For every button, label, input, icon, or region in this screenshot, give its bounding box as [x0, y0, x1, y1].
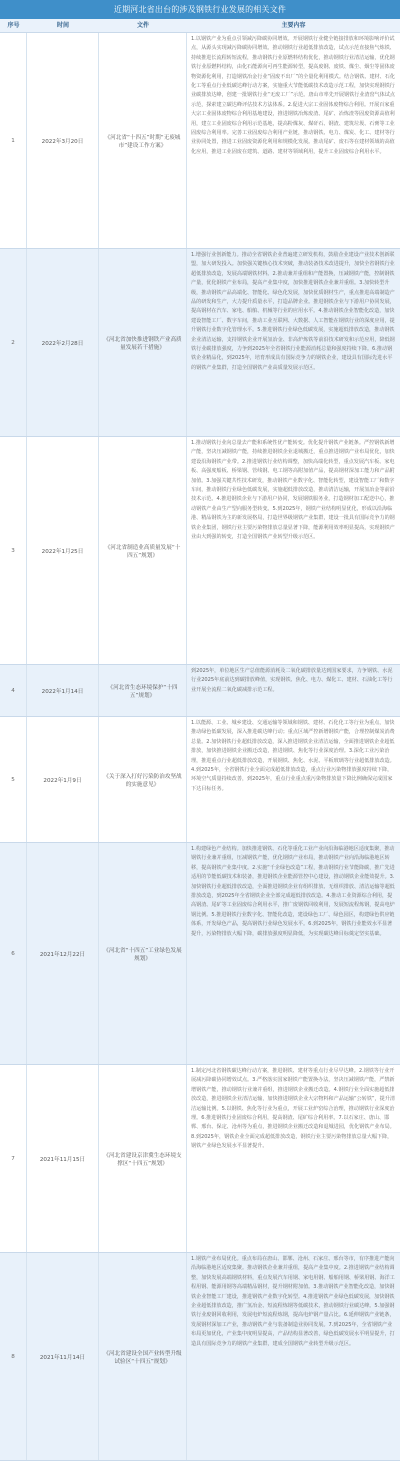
row-file: 《河北省建设京津冀生态环境支撑区“十四五”规划》 — [99, 1065, 187, 1252]
table-row — [0, 665, 400, 717]
row-content: 1.制定河北省钢铁碳达峰行动方案，推进钢铁、建材等重点行业尽早达峰。2.钢铁等行业开展减污降碳协同增效试点。3.严格落实国家钢铁产能置换办法，坚决压减钢铁产能，严禁新增钢铁产能，推动钢铁行业兼并重组，推进钢铁企业搬迁改造。4.钢铁行业全面实施超低排放改造，推进钢铁企业清洁运输，加快推进钢铁企业大宗物料和产品运输“公转铁”，提升清洁运输比例。5.以钢铁、焦化等行业为重点，开展工业炉窑综合治理，推动钢铁行业深度治理。6.推进钢铁行业固废综合利用，提高钢渣、尾矿综合利用率。7.以石家庄、唐山、邯郸、邢台、保定、沧州等为重点，推进钢铁企业搬迁改造和退城进园，优化钢铁产业布局。8.到2025年，钢铁企业全面完成超低排放改造，钢铁行业主要污染物排放总量大幅下降，钢铁产业绿色发展水平显著提升。 — [191, 1068, 395, 1150]
row-file: 《关于深入打好污染防治攻坚战的实施意见》 — [99, 717, 187, 842]
row-date: 2022年1月25日 — [27, 437, 99, 664]
table-row — [0, 437, 400, 665]
header-index: 序号 — [7, 22, 20, 29]
table-row — [0, 717, 400, 843]
row-file: 《河北省建设全国产业转型升级试验区“十四五”规划》 — [99, 1253, 187, 1460]
row-file: 《河北省“十四五”工业绿色发展规划》 — [99, 843, 187, 1064]
row-index: 3 — [0, 437, 27, 664]
header-content: 主要内容 — [281, 22, 306, 29]
row-date: 2021年11月15日 — [27, 1065, 99, 1252]
row-content: 1.推动钢铁行业向总量去产能和系统性优产能转变。优化提升钢铁产业链条。严控钢铁新增产能，坚决压减钢铁产能，持续推进钢铁企业退城搬迁，重点推进钢铁产业布局优化，加快建设沿海钢铁产业带。2.推进钢铁行业结构调整，加快高端化转型，重点发展汽车板、家电板、高强度船板、桥梁钢、管线钢、电工钢等高附加值产品，提高钢材深加工能力和产品附加值。3.加强关键共性技术研发，推动钢铁产业数字化、智能化转型，建设智能工厂和数字车间，推动钢铁行业绿色低碳发展，实施超低排放改造，推动清洁运输，开展氢冶金等前沿技术示范。4.推进钢铁企业与下游用户协同，发展钢铁服务业，打造钢材加工配送中心，推动钢铁产业由生产型向服务型转变。5.到2025年，钢铁产业结构明显优化，形成以沿海临港、精品钢铁为主的新发展格局，打造世界级钢铁产业集群，建设一批具有国际竞争力的钢铁企业集团，钢铁行业主要污染物排放总量显著下降，能源利用效率明显提高，实现钢铁产业由大到强的转变，打造全国钢铁产业转型升级示范区。 — [191, 440, 395, 541]
table-row — [0, 1253, 400, 1461]
row-content: 1.增强行业创新能力。推动全省钢铁企业普遍建立研发机构，鼓励企业建设产业技术创新联盟，加大研发投入。加快强关键核心技术突破，推动装备技术改进提升，加快全省钢铁行业超低排放改造，发展高端钢铁材料。2.推动兼并重组和产能置换，压减钢铁产能，控制钢铁产量，优化钢铁产业布局，提高产业集中度，加快推进钢铁企业兼并重组。3.加快转型升级，推动钢铁产品高端化、智能化、绿色化发展，加快优质钢材生产，重点推进高端制造产品的研发和生产，大力提升质量水平，打造品牌企业。推进钢铁企业与下游用户协同发展，提高钢材在汽车、家电、船舶、机械等行业的应用水平。4.推动钢铁企业智能化改造，加快建设智能工厂、数字车间，推动工业互联网、大数据、人工智能在钢铁行业的深度应用，提升钢铁行业数字化管理水平。5.推进钢铁行业绿色低碳发展，实施超低排放改造，推动钢铁企业清洁运输，支持钢铁企业开展氢冶金、非高炉炼铁等前沿技术研发和示范应用，降低钢铁行业碳排放强度，力争到2025年全省钢铁行业能源消耗总量和强度持续下降。6.推动钢铁企业精品化，到2025年，培育形成具有国际竞争力的钢铁企业，建设具有国际先进水平的钢铁产业集群，打造全国钢铁产业高质量发展示范区。 — [191, 252, 395, 371]
row-content: 1.钢铁产业布局优化。重点布局在唐山、邯郸、沧州、石家庄、邢台等市，有序推进产能向沿海临港地区适度集聚。推动钢铁企业兼并重组，提高产业集中度。2.推进钢铁产业结构调整，加快发展高端钢铁材料，重点发展汽车用钢、家电用钢、船舶用钢、桥梁用钢、海洋工程用钢、能源用钢等高端精品钢材，提升钢材附加值。3.推动钢铁产业智能化改造，加快钢铁企业智能工厂建设，推进钢铁产业数字化转型。4.推进钢铁产业绿色低碳发展，加快钢铁企业超低排放改造，推广氢冶金、短流程炼钢等低碳技术，推动钢铁行业碳达峰。5.加强钢铁行业废钢回收利用，发展电炉短流程炼钢，提高电炉钢产量占比。6.延伸钢铁产业链条，发展钢材深加工产业，推动钢铁产业与装备制造业协同发展。7.到2025年，全省钢铁产业布局更加优化，产业集中度明显提高，产品结构显著改善，绿色低碳发展水平明显提升，打造具有国际竞争力的钢铁产业集群，建成全国钢铁产业转型升级示范区。 — [191, 1256, 395, 1347]
row-file: 《河北省加快推进钢铁产业高质量发展若干措施》 — [99, 249, 187, 436]
row-date: 2022年1月14日 — [27, 665, 99, 716]
row-index: 6 — [0, 843, 27, 1064]
table-body — [0, 33, 400, 1461]
row-index: 7 — [0, 1065, 27, 1252]
row-content: 1.以钢铁产业为重点引领减污降碳协同增效。开展钢铁行业健全链接排放和环境影响评价试点，从源头实现减污降碳协同增效。推动钢铁行业超低排放改造，试点示范直接焦气炼铁、持续推进长流程转短流程，推动钢铁行业原燃料结构优化，推动钢铁行业清洁运输，优化钢铁行业原燃料结构，由化石能源向可再生能源转型，提高废钢、废铁、煤尘、烟尘等固体废物资源化利用，打造钢铁冶金行业“固废不出厂”的全量化利用模式。结合钢铁、建材、石化化工等重点行业低碳达峰行动方案，实施重大节能低碳技术改造示范工程，加快实现钢铁行业碳排放达峰，创建一批钢铁行业“无废工厂”示范。唐山市率先开展钢铁行业渣窑气体试点示范，探索建立碳达峰评估技术方法体系。2.促进大宗工业固体废物综合利用。开展百家重大宗工业固体废物综合利用基地建设，推进钢铁冶炼废渣、尾矿、冶炼渣等固废资源高值利用，建立工业固废综合利用示范基地，提高粉煤灰、煤矸石、钢渣、建筑垃圾、石膏等工业固废综合利用率。完善工业固废综合利用产业链，推动钢铁、电力、煤炭、化工、建材等行业协同处置，推进工业固废资源化利用和规模化发展。推动尾矿、废石等在建材领域的高值化应用，推进工业固废在建筑、道路、建材等领域利用，提升工业固废综合利用水平。 — [191, 36, 395, 155]
row-index: 2 — [0, 249, 27, 436]
row-date: 2022年2月28日 — [27, 249, 99, 436]
row-file: 《河北省“十四五”时期“无废城市”建设工作方案》 — [99, 33, 187, 248]
header-file: 文件 — [136, 22, 149, 29]
row-file: 《河北省生态环境保护“十四五”规划》 — [99, 665, 187, 716]
table-header — [0, 19, 400, 33]
row-date: 2021年12月22日 — [27, 843, 99, 1064]
table-row — [0, 1065, 400, 1253]
row-file: 《河北省制造业高质量发展“十四五”规划》 — [99, 437, 187, 664]
row-content: 1.以能源、工业、城乡建设、交通运输等领域和钢铁、建材、石化化工等行业为重点，加快推动绿色低碳发展，深入推进碳达峰行动；重点区域严控新增钢铁产能，合理控制煤炭消费总量。2.加快钢铁行业超低排放改造，深入推进钢铁企业清洁运输，全面推进钢铁企业超低排放，加快推进钢铁企业搬迁改造，推进钢铁、焦化等行业深度治理。3.深化工业污染治理，推进重点行业超低排放改造，开展钢铁、焦化、水泥、平板玻璃等行业超低排放改造。4.到2025年，全省钢铁行业全面完成超低排放改造，重点行业污染物排放强度持续下降，环境空气质量持续改善，到2025年，重点行业重点重污染物排放量下降比例确保完成国家下达目标任务。 — [191, 720, 395, 792]
row-index: 8 — [0, 1253, 27, 1460]
table-row — [0, 33, 400, 249]
table-row — [0, 249, 400, 437]
row-date: 2022年1月9日 — [27, 717, 99, 842]
row-index: 5 — [0, 717, 27, 842]
table-row — [0, 843, 400, 1065]
row-index: 4 — [0, 665, 27, 716]
row-date: 2022年3月20日 — [27, 33, 99, 248]
row-content: 1.构建绿色产业结构。加快推进钢铁、石化等重化工业产业向沿海临港地区适度集聚，推动钢铁行业兼并重组，压减钢铁产能，优化钢铁产业布局，推动钢铁产业向沿海临港地区转移，提高钢铁产业集中度。2.实施“千企绿色改造”工程，推动钢铁行业节能降碳，推广先进适用的节能低碳技术和装备，推进钢铁企业能源管控中心建设，推动钢铁企业能效提升。3.加快钢铁行业超低排放改造，全面推进钢铁企业有组织排放、无组织排放、清洁运输等超低排放改造，到2025年全省钢铁企业全部完成超低排放改造。4.推动工业资源综合利用，提高钢渣、尾矿等工业固废综合利用水平，推广废钢铁回收利用，发展短流程炼钢，提高电炉钢比例。5.推进钢铁行业数字化、智能化改造，建设绿色工厂、绿色园区，构建绿色供应链体系，开发绿色产品，提高钢铁行业绿色发展水平。6.到2025年，钢铁行业能效水平显著提升，污染物排放大幅下降，碳排放强度明显降低，为实现碳达峰目标奠定坚实基础。 — [191, 846, 395, 937]
header-date: 时间 — [56, 22, 69, 29]
row-content: 到2025年，单位地区生产总值能源消耗及二氧化碳排放量达到国家要求，力争钢铁、水泥行业2025年底前达到碳排放峰值，实现钢铁、焦化、电力、煤化工、建材、石油化工等行业开展全流程二氧化碳减排示范工程。 — [191, 668, 393, 693]
row-date: 2021年11月14日 — [27, 1253, 99, 1460]
row-index: 1 — [0, 33, 27, 248]
table-title: 近期河北省出台的涉及钢铁行业发展的相关文件 — [0, 0, 400, 19]
